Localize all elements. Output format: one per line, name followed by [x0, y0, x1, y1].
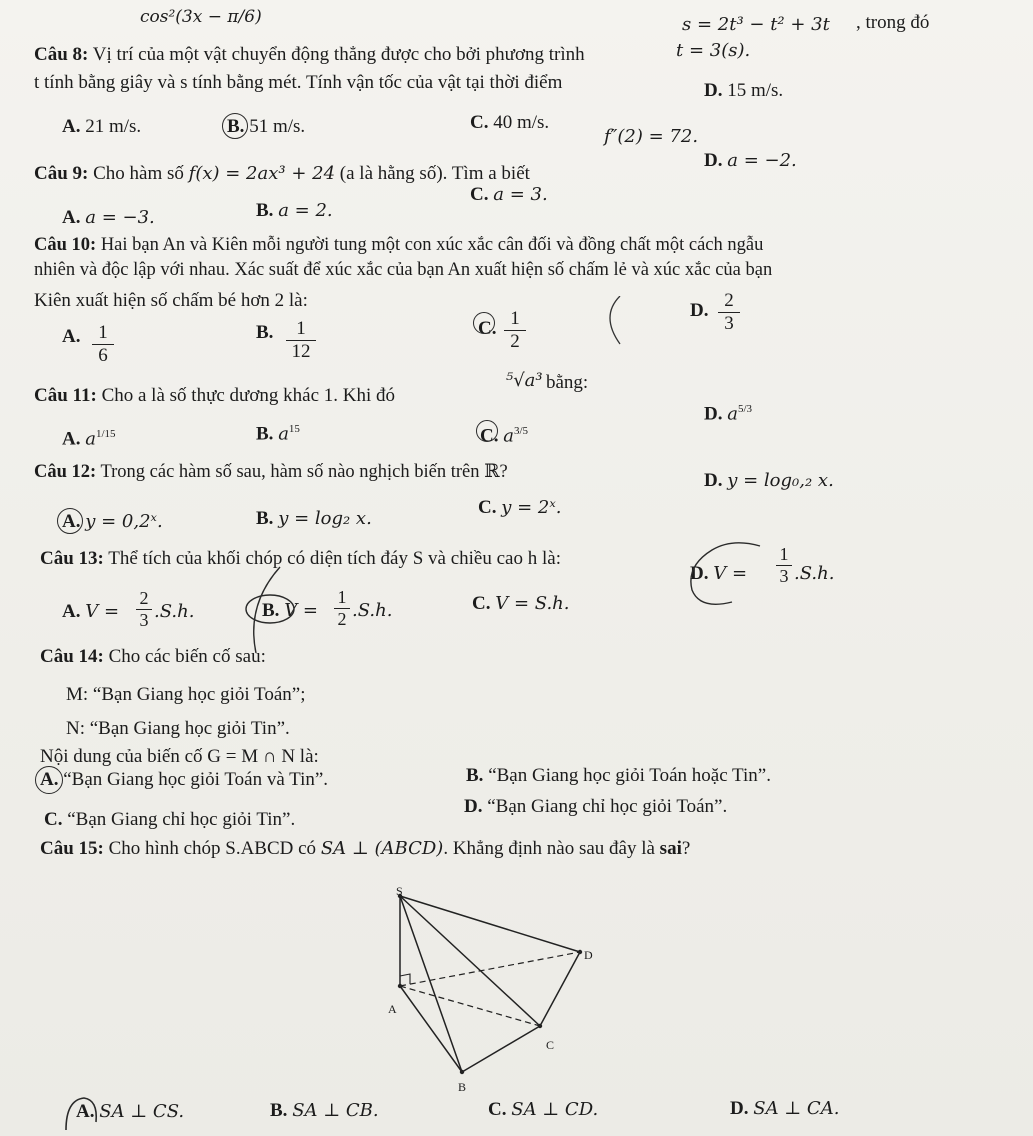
pyramid-label-a: A — [388, 1002, 397, 1016]
q8-option-a: A. 21 m/s. — [62, 116, 142, 137]
q11-expr: ⁵√a³ — [506, 370, 543, 391]
q15-option-d: D. SA ⊥ CA. — [730, 1098, 840, 1119]
q13-option-c: C. V = S.h. — [472, 593, 570, 614]
q13-option-b: B. V = — [262, 600, 318, 621]
q8-text3: t tính bằng giây và s tính bằng mét. Tính vận tốc của vật tại thời điểm — [34, 72, 563, 93]
q12-option-a: A. y = 0,2ˣ. — [62, 511, 163, 532]
q14-line: Câu 14: Cho các biến cố sau: — [40, 646, 266, 667]
q9-option-a: A. a = −3. — [62, 207, 155, 228]
q10-line3: Kiên xuất hiện số chấm bé hơn 2 là: — [34, 290, 308, 311]
pyramid-label-s: S — [396, 884, 403, 898]
q9-option-b: B. a = 2. — [256, 200, 333, 221]
pyramid-label-d: D — [584, 948, 593, 962]
q11-option-c: C. $a^{3/5}$ — [480, 425, 529, 447]
q13-option-b-frac: 1 2 — [334, 587, 350, 630]
q14-option-a: A. “Bạn Giang học giỏi Toán và Tin”. — [40, 769, 329, 790]
top-formula: cos²(3x − π/6) — [140, 7, 262, 27]
q9-option-c: C. a = 3. — [470, 184, 548, 205]
q11-option-b: B. $a^{15}$ — [256, 423, 300, 445]
q8-option-d: D. 15 m/s. — [704, 80, 784, 101]
q10-option-b-frac: 1 12 — [286, 318, 316, 363]
q10-option-d-frac: 2 3 — [718, 290, 740, 335]
q10-line1: Câu 10: Hai bạn An và Kiên mỗi người tung một con xúc xắc cân đối và đồng chất một cách ngẫu — [34, 235, 764, 255]
q12-line: Câu 12: Trong các hàm số sau, hàm số nào nghịch biến trên ℝ? — [34, 462, 508, 482]
q8-text2: , trong đó — [856, 12, 930, 33]
q13-d-mark — [672, 540, 782, 614]
q8-option-b: B. 51 m/s. — [227, 116, 306, 137]
q14-event-n: N: “Bạn Giang học giỏi Tin”. — [66, 718, 290, 739]
q15-line: Câu 15: Cho hình chóp S.ABCD có SA ⊥ (ABCD). Khẳng định nào sau đây là sai? — [40, 838, 691, 859]
q12-answer-mark — [57, 508, 83, 534]
q14-option-b: B. “Bạn Giang học giỏi Toán hoặc Tin”. — [466, 765, 771, 786]
q13-option-a-post: .S.h. — [154, 601, 195, 622]
q13-option-d-post: .S.h. — [794, 563, 835, 584]
q14-answer-mark — [35, 766, 63, 794]
q8-line1 — [34, 44, 585, 66]
q9-condition: f″(2) = 72. — [604, 126, 699, 147]
q13-b-strike-mark — [236, 565, 316, 655]
q11-option-d: D. $a^{5/3}$ — [704, 403, 753, 425]
q13-line: Câu 13: Thể tích của khối chóp có diện tích đáy S và chiều cao h là: — [40, 548, 561, 569]
q11-line: Câu 11: Cho a là số thực dương khác 1. Khi đó — [34, 385, 396, 406]
q10-option-d: D. — [690, 300, 709, 321]
q10-option-a: A. — [62, 326, 81, 347]
q15-option-b: B. SA ⊥ CB. — [270, 1100, 379, 1121]
q13-option-d: D. V = — [690, 563, 748, 584]
q8-answer-mark — [222, 113, 248, 139]
q10-option-a-frac: 1 6 — [92, 322, 114, 367]
q15-option-a: A. SA ⊥ CS. — [76, 1101, 185, 1122]
q13-option-b-post: .S.h. — [352, 600, 393, 621]
q8-formula: s = 2t³ − t² + 3t — [682, 14, 830, 35]
q14-option-d: D. “Bạn Giang chỉ học giỏi Toán”. — [464, 796, 728, 817]
q10-answer-mark — [473, 312, 495, 334]
q8-label: Câu 8: — [34, 44, 89, 65]
q13-option-a: A. V = — [62, 601, 120, 622]
pyramid-label-b: B — [458, 1080, 467, 1094]
q12-option-b: B. y = log₂ x. — [256, 508, 372, 529]
q10-line2: nhiên và độc lập với nhau. Xác suất để xúc xắc của bạn An xuất hiện số chấm lẻ và xúc xắc của bạn — [34, 260, 773, 280]
q15-answer-mark — [62, 1092, 102, 1132]
q14-option-c: C. “Bạn Giang chỉ học giỏi Tin”. — [44, 809, 296, 830]
q12-option-d: D. y = log₀,₂ x. — [704, 470, 834, 491]
q9-line: Câu 9: Cho hàm số f(x) = 2ax³ + 24 (a là hằng số). Tìm a biết — [34, 163, 530, 184]
pyramid-figure — [370, 874, 630, 1104]
q10-option-b: B. — [256, 322, 274, 343]
q14-ask: Nội dung của biến cố G = M ∩ N là: — [40, 746, 319, 767]
q10-option-c: C. — [478, 318, 497, 339]
q13-option-d-frac: 1 3 — [776, 544, 792, 587]
q11-answer-mark — [476, 420, 498, 442]
q11-option-a: A. $a^{1/15}$ — [62, 428, 116, 450]
pyramid-label-c: C — [546, 1038, 555, 1052]
q15-option-c: C. SA ⊥ CD. — [488, 1099, 599, 1120]
q8-time: t = 3(s). — [676, 40, 751, 61]
q10-option-c-frac: 1 2 — [504, 308, 526, 353]
q11-text2: bằng: — [546, 372, 589, 393]
q8-option-c: C. 40 m/s. — [470, 112, 550, 133]
q8-text1: Vị trí của một vật chuyển động thẳng được cho bởi phương trình — [92, 44, 585, 65]
q9-option-d: D. a = −2. — [704, 150, 797, 171]
q14-event-m: M: “Bạn Giang học giỏi Toán”; — [66, 684, 306, 705]
q12-option-c: C. y = 2ˣ. — [478, 497, 562, 518]
q13-option-a-frac: 2 3 — [136, 588, 152, 631]
